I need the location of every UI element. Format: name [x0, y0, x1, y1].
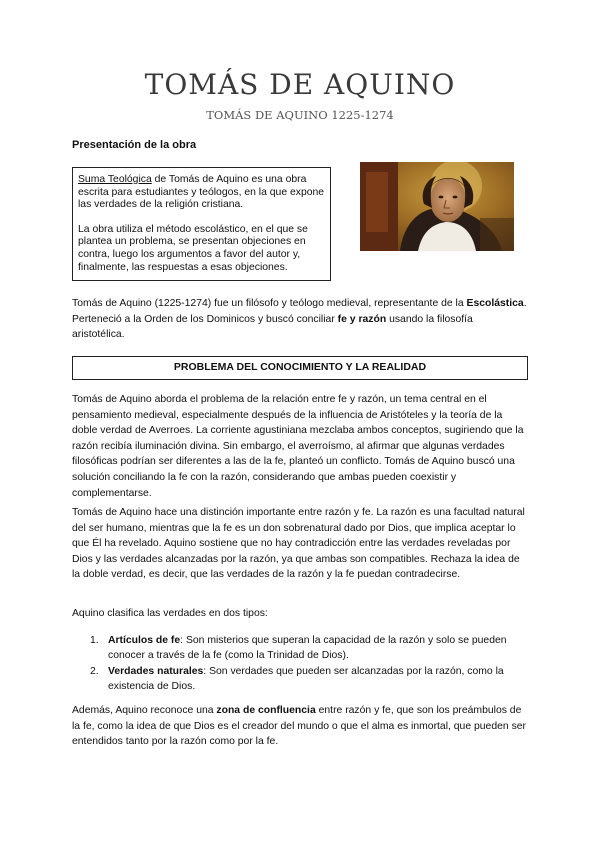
closing-text-2: entre razón y fe, que son los preámbulos de la fe, como la idea de que Dios es el creador del mundo o que el alma es inmortal, que pueden ser entendidos tanto por la razón como por la fe.: [72, 705, 526, 748]
list-term: Verdades naturales: [108, 665, 204, 677]
section-label: Presentación de la obra: [72, 139, 197, 151]
list-item: [72, 633, 528, 664]
list-number: 2.: [90, 665, 99, 677]
list-text: : Son misterios que superan la capacidad de la razón y solo se pueden conocer a través de la fe (como la Trinidad de Dios).: [108, 635, 507, 662]
body-paragraph-3: Aquino clasifica las verdades en dos tipos:: [72, 608, 268, 619]
intro-paragraph: [72, 296, 528, 343]
page-title: TOMÁS DE AQUINO: [144, 68, 456, 101]
closing-text-1: Además, Aquino reconoce una: [72, 705, 217, 716]
list-item: [72, 664, 528, 695]
intro-bold-1: Escolástica: [466, 298, 524, 309]
closing-bold: zona de confluencia: [216, 705, 316, 716]
closing-paragraph: [72, 703, 528, 750]
intro-text-3: usando la filosofía aristotélica.: [72, 313, 473, 341]
body-paragraph-1: Tomás de Aquino aborda el problema de la relación entre fe y razón, un tema central en el pensamiento medieval, especialmente después de la influencia de Aristóteles y la teoría de la doble verdad de Averroes. La corriente agustiniana mezclaba ambos conceptos, sugiriendo que la razón recibía iluminación divina. Sin embargo, el averroísmo, al afirmar que algunas verdades filosóficas podrían ser diferentes a las de la fe, planteó un conflicto. Tomás de Aquino buscó una solución conciliando la fe con la razón, considerando que ambas pueden coexistir y complementarse.: [72, 394, 524, 499]
list-number: 1.: [90, 635, 99, 646]
page-subtitle: TOMÁS DE AQUINO 1225-1274: [206, 108, 394, 122]
summary-paragraph-1: [78, 174, 325, 212]
intro-text-2: . Perteneció a la Orden de los Dominicos y buscó conciliar: [72, 298, 527, 325]
body-paragraph-2: Tomás de Aquino hace una distinción importante entre razón y fe. La razón es una facultad natural del ser humano, mientras que la fe es un don sobrenatural dado por Dios, que implica aceptar lo que Él ha revelado. Aquino sostiene que no hay contradicción entre las verdades reveladas por Dios y las verdades alcanzadas por la razón, ya que ambas son compatibles. Rechaza la idea de la doble verdad, es decir, que las verdades de la razón y la fe puedan contradecirse.: [72, 507, 525, 581]
portrait-image: [360, 162, 514, 251]
list-term: Artículos de fe: [108, 635, 181, 646]
work-summary-box: [72, 167, 331, 281]
work-title: Suma Teológica: [78, 174, 152, 185]
summary-paragraph-2: La obra utiliza el método escolástico, en el que se plantea un problema, se presentan objeciones en contra, luego los argumentos a favor del autor y, finalmente, las respuestas a esas objeciones.: [78, 223, 308, 273]
intro-text-1: Tomás de Aquino (1225-1274) fue un filósofo y teólogo medieval, representante de la: [72, 298, 467, 309]
intro-bold-2: fe y razón: [337, 313, 387, 325]
section-heading: PROBLEMA DEL CONOCIMIENTO Y LA REALIDAD: [72, 356, 528, 380]
truth-types-list: [72, 633, 528, 695]
summary-text-1: de Tomás de Aquino es una obra escrita para estudiantes y teólogos, en la que expone las verdades de la religión cristiana.: [78, 174, 325, 211]
list-text: : Son verdades que pueden ser alcanzadas por la razón, como la existencia de Dios.: [108, 665, 504, 693]
